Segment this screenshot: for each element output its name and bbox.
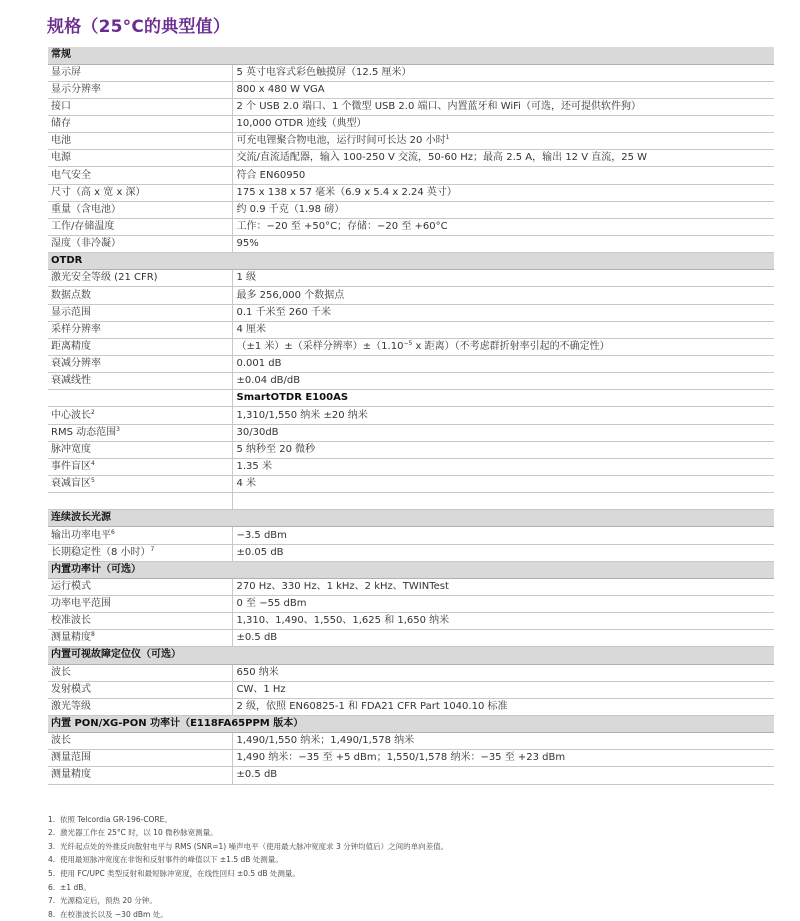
spec-label (48, 81, 232, 98)
footnote (48, 867, 776, 881)
spec-value (232, 630, 774, 647)
spec-row (48, 664, 774, 681)
spec-row (48, 116, 774, 133)
section-title: 内置可视故障定位仪（可选） (48, 647, 774, 664)
footnote-number: 5. (48, 868, 56, 878)
spec-value (232, 613, 774, 630)
spec-row (48, 441, 774, 458)
spec-value (232, 424, 774, 441)
spec-label-text: 激光等级 (51, 700, 91, 712)
spec-value-text: 符合 EN60950 (236, 169, 306, 181)
spec-label-text: 距离精度 (51, 340, 91, 352)
spec-value-text: 约 0.9 千克（1.98 磅） (236, 203, 345, 215)
spec-label-text: 测量范围 (51, 752, 91, 764)
spec-label-text: 尺寸（高 x 宽 x 深） (51, 186, 146, 198)
spec-label (48, 578, 232, 595)
spec-label-text: 电气安全 (51, 169, 91, 181)
spec-label (48, 98, 232, 115)
spec-row (48, 527, 774, 544)
spec-label (48, 698, 232, 715)
spec-value-text: （±1 米）±（采样分辨率）±（1.10 (236, 340, 404, 352)
spec-value-text: 0 至 −55 dBm (236, 598, 307, 610)
footnote-ref: 4 (91, 459, 95, 467)
spec-value (232, 390, 774, 407)
spec-label-text: 波长 (51, 735, 71, 747)
spec-label (48, 664, 232, 681)
spec-row (48, 321, 774, 338)
spec-value-text: 0.1 千米至 260 千米 (236, 306, 332, 318)
spec-label-text: 显示屏 (51, 66, 81, 78)
spec-row (48, 184, 774, 201)
footnote-text: 依照 Telcordia GR-196-CORE。 (60, 814, 172, 824)
footnote-ref: 5 (91, 477, 95, 485)
spec-value-text: 95% (236, 238, 259, 250)
footnote-number: 1. (48, 814, 56, 824)
spec-value-text: 5 英寸电容式彩色触摸屏（12.5 厘米） (236, 66, 412, 78)
spec-value-text: 10,000 OTDR 迹线（典型） (236, 118, 367, 130)
spec-value-text: 4 厘米 (236, 323, 267, 335)
spec-value-text: 175 x 138 x 57 毫米（6.9 x 5.4 x 2.24 英寸） (236, 186, 457, 198)
spec-row (48, 304, 774, 321)
footnote-number: 2. (48, 828, 56, 838)
spec-label (48, 133, 232, 150)
spec-label (48, 767, 232, 784)
spec-label-text: 接口 (51, 100, 71, 112)
spec-label-text: 采样分辨率 (51, 323, 101, 335)
spec-value (232, 527, 774, 544)
spec-label (48, 750, 232, 767)
spec-label-text: 功率电平范围 (51, 598, 111, 610)
footnote-text: 在校准波长以及 −30 dBm 处。 (60, 909, 168, 919)
spec-label-text: 校准波长 (51, 615, 91, 627)
spec-label-text: 衰减线性 (51, 375, 91, 387)
spec-value (232, 733, 774, 750)
footnote-number: 4. (48, 855, 56, 865)
spec-label (48, 527, 232, 544)
spec-value-text: 最多 256,000 个数据点 (236, 289, 345, 301)
spec-label (48, 184, 232, 201)
spec-label-text: 运行模式 (51, 580, 91, 592)
spec-label-text: 输出功率电平 (51, 529, 111, 541)
footnote-text: 光纤起点处的外推反向散射电平与 RMS (SNR=1) 噪声电平（使用最大脉冲宽度求 3 分钟均值后）之间的单向差值。 (60, 841, 449, 851)
spec-row (48, 698, 774, 715)
spec-label-text: 激光安全等级 (21 CFR) (51, 272, 158, 284)
spec-row (48, 64, 774, 81)
footnote (48, 840, 776, 854)
footnote-text: ±1 dB。 (60, 882, 91, 892)
section-title: 内置 PON/XG-PON 功率计（E118FA65PPM 版本） (48, 715, 774, 732)
spec-row (48, 630, 774, 647)
spec-value (232, 698, 774, 715)
spec-label (48, 150, 232, 167)
spec-label-text: 电池 (51, 135, 71, 147)
spec-value (232, 578, 774, 595)
spec-value (232, 218, 774, 235)
spec-row (48, 681, 774, 698)
spec-label (48, 544, 232, 561)
spec-row (48, 424, 774, 441)
spec-row (48, 356, 774, 373)
spec-value-text: 30/30dB (236, 426, 279, 438)
spec-row (48, 81, 774, 98)
spec-row (48, 544, 774, 561)
spec-label-text: 测量精度 (51, 632, 91, 644)
spec-label-text: 数据点数 (51, 289, 91, 301)
spec-value-text: 1 级 (236, 272, 257, 284)
spec-value (232, 236, 774, 253)
spec-label-text: 重量（含电池） (51, 203, 121, 215)
spec-label (48, 356, 232, 373)
section-title: 常规 (48, 47, 774, 64)
footnote-text: 光源稳定后，预热 20 分钟。 (60, 896, 157, 906)
section-header (48, 47, 774, 64)
spec-label (48, 64, 232, 81)
spec-value (232, 664, 774, 681)
spec-value (232, 184, 774, 201)
spec-value (232, 150, 774, 167)
spec-value-text: 工作：−20 至 +50°C；存储：−20 至 +60°C (236, 220, 448, 232)
spec-value-text: 5 纳秒至 20 微秒 (236, 443, 316, 455)
spec-label (48, 373, 232, 390)
spec-label (48, 441, 232, 458)
spec-label-text: 长期稳定性（8 小时） (51, 546, 151, 558)
spec-row (48, 767, 774, 784)
spec-label-text: 中心波长 (51, 409, 91, 421)
section-header (48, 715, 774, 732)
spec-row (48, 270, 774, 287)
model-subheader (48, 390, 774, 407)
spec-label-text: 事件盲区 (51, 460, 91, 472)
spec-value (232, 356, 774, 373)
spec-value-text: 650 纳米 (236, 666, 279, 678)
spec-value-text: ±0.5 dB (236, 632, 278, 644)
footnote-text: 激光器工作在 25°C 时，以 10 微秒脉宽测量。 (60, 828, 218, 838)
spec-value-text: 1,310、1,490、1,550、1,625 和 1,650 纳米 (236, 615, 450, 627)
footnote (48, 853, 776, 867)
spec-value (232, 476, 774, 493)
spec-label (48, 390, 232, 407)
spec-label (48, 218, 232, 235)
spec-value-text: 2 级，依照 EN60825-1 和 FDA21 CFR Part 1040.10 标准 (236, 700, 508, 712)
spec-row (48, 150, 774, 167)
spec-label-text: RMS 动态范围 (51, 426, 117, 438)
section-title: 连续波长光源 (48, 510, 774, 527)
spec-row (48, 613, 774, 630)
page-title: 规格（25°C的典型值） (47, 17, 231, 37)
spec-row (48, 373, 774, 390)
footnote-ref: 2 (91, 408, 95, 416)
spec-label-text: 衰减盲区 (51, 478, 91, 490)
spec-label (48, 338, 232, 355)
spec-row (48, 133, 774, 150)
spec-row (48, 493, 774, 510)
spec-row (48, 476, 774, 493)
spec-label (48, 321, 232, 338)
spec-value-text: 4 米 (236, 478, 257, 490)
spec-label (48, 167, 232, 184)
spec-label (48, 270, 232, 287)
spec-row (48, 596, 774, 613)
spec-label (48, 630, 232, 647)
spec-value (232, 167, 774, 184)
spec-value (232, 287, 774, 304)
footnote-ref: −5 (403, 339, 413, 347)
spec-value (232, 81, 774, 98)
footnote-ref: 8 (91, 631, 95, 639)
spec-value-text: 1,490 纳米：−35 至 +5 dBm；1,550/1,578 纳米：−35 至 +23 dBm (236, 752, 566, 764)
spec-value-text: 800 x 480 W VGA (236, 83, 325, 95)
spec-value (232, 116, 774, 133)
spec-value-text: 2 个 USB 2.0 端口、1 个微型 USB 2.0 端口、内置蓝牙和 WiFi（可选，还可提供软件狗） (236, 100, 641, 112)
spec-value (232, 321, 774, 338)
spec-row (48, 287, 774, 304)
spec-value-text: CW、1 Hz (236, 683, 286, 695)
spec-value (232, 270, 774, 287)
spec-label-text: 衰减分辨率 (51, 358, 101, 370)
spec-row (48, 167, 774, 184)
spec-label-text: 发射模式 (51, 683, 91, 695)
spec-value-text: ±0.04 dB/dB (236, 375, 301, 387)
spec-label (48, 458, 232, 475)
spec-row (48, 201, 774, 218)
spec-value (232, 493, 774, 510)
spec-table (48, 47, 774, 785)
spec-value-text: 可充电锂聚合物电池，运行时间可长达 20 小时 (236, 135, 446, 147)
spec-value (232, 458, 774, 475)
spec-value (232, 201, 774, 218)
section-header (48, 253, 774, 270)
section-header (48, 647, 774, 664)
spec-value (232, 338, 774, 355)
spec-row (48, 407, 774, 424)
spec-label-text: 湿度（非冷凝） (51, 238, 121, 250)
spec-label (48, 407, 232, 424)
footnote-ref: 1 (445, 134, 450, 142)
spec-label (48, 116, 232, 133)
footnote-number: 3. (48, 841, 56, 851)
spec-value-text: 270 Hz、330 Hz、1 kHz、2 kHz、TWINTest (236, 580, 449, 592)
footnote-ref: 7 (150, 545, 155, 553)
spec-value-text: 1,310/1,550 纳米 ±20 纳米 (236, 409, 368, 421)
footnote-number: 7. (48, 896, 56, 906)
spec-value (232, 98, 774, 115)
spec-label-text: 波长 (51, 666, 71, 678)
footnote-ref: 6 (111, 528, 115, 536)
spec-row (48, 98, 774, 115)
spec-row (48, 338, 774, 355)
spec-label (48, 424, 232, 441)
spec-row (48, 733, 774, 750)
spec-value (232, 373, 774, 390)
spec-value (232, 407, 774, 424)
footnote-text: 使用 FC/UPC 类型反射和最短脉冲宽度，在线性回归 ±0.5 dB 处测量。 (60, 868, 300, 878)
spec-label (48, 596, 232, 613)
spec-row (48, 458, 774, 475)
spec-label-text: 电源 (51, 152, 71, 164)
section-header (48, 510, 774, 527)
spec-value (232, 544, 774, 561)
spec-label (48, 681, 232, 698)
spec-value (232, 767, 774, 784)
spec-row (48, 236, 774, 253)
spec-row (48, 578, 774, 595)
spec-value-text: SmartOTDR E100AS (236, 392, 349, 404)
spec-label-text: 显示分辨率 (51, 83, 101, 95)
spec-value (232, 133, 774, 150)
spec-label (48, 476, 232, 493)
spec-value-text: ±0.5 dB (236, 769, 278, 781)
spec-value-text: 1.35 米 (236, 460, 272, 472)
spec-label (48, 493, 232, 510)
spec-value-text: 0.001 dB (236, 358, 282, 370)
spec-value (232, 596, 774, 613)
spec-value-text: 1,490/1,550 纳米；1,490/1,578 纳米 (236, 735, 415, 747)
spec-label (48, 733, 232, 750)
section-title: OTDR (48, 253, 774, 270)
spec-value-text: x 距离）（不考虑群折射率引起的不确定性） (412, 340, 610, 352)
spec-row (48, 750, 774, 767)
spec-label (48, 236, 232, 253)
footnote (48, 826, 776, 840)
spec-label-text: 工作/存储温度 (51, 220, 115, 232)
spec-label (48, 304, 232, 321)
spec-label (48, 287, 232, 304)
section-title: 内置功率计（可选） (48, 561, 774, 578)
spec-value-text: ±0.05 dB (236, 546, 284, 558)
spec-label-text: 储存 (51, 118, 71, 130)
footnote (48, 881, 776, 895)
footnote-number: 6. (48, 882, 56, 892)
spec-label-text: 脉冲宽度 (51, 443, 91, 455)
spec-value (232, 681, 774, 698)
footnote-text: 使用最短脉冲宽度在非饱和反射事件的峰值以下 ±1.5 dB 处测量。 (60, 855, 283, 865)
footnotes (48, 813, 776, 921)
spec-value-text: −3.5 dBm (236, 529, 287, 541)
footnote-number: 8. (48, 909, 56, 919)
spec-value-text: 交流/直流适配器，输入 100-250 V 交流，50-60 Hz；最高 2.5 A，输出 12 V 直流，25 W (236, 152, 648, 164)
spec-label (48, 201, 232, 218)
spec-label (48, 613, 232, 630)
footnote (48, 813, 776, 827)
spec-value (232, 441, 774, 458)
footnote (48, 908, 776, 921)
footnote (48, 894, 776, 908)
spec-label-text: 显示范围 (51, 306, 91, 318)
spec-value (232, 750, 774, 767)
section-header (48, 561, 774, 578)
spec-label-text: 测量精度 (51, 769, 91, 781)
footnote-ref: 3 (116, 425, 120, 433)
spec-row (48, 218, 774, 235)
spec-value (232, 304, 774, 321)
spec-value (232, 64, 774, 81)
